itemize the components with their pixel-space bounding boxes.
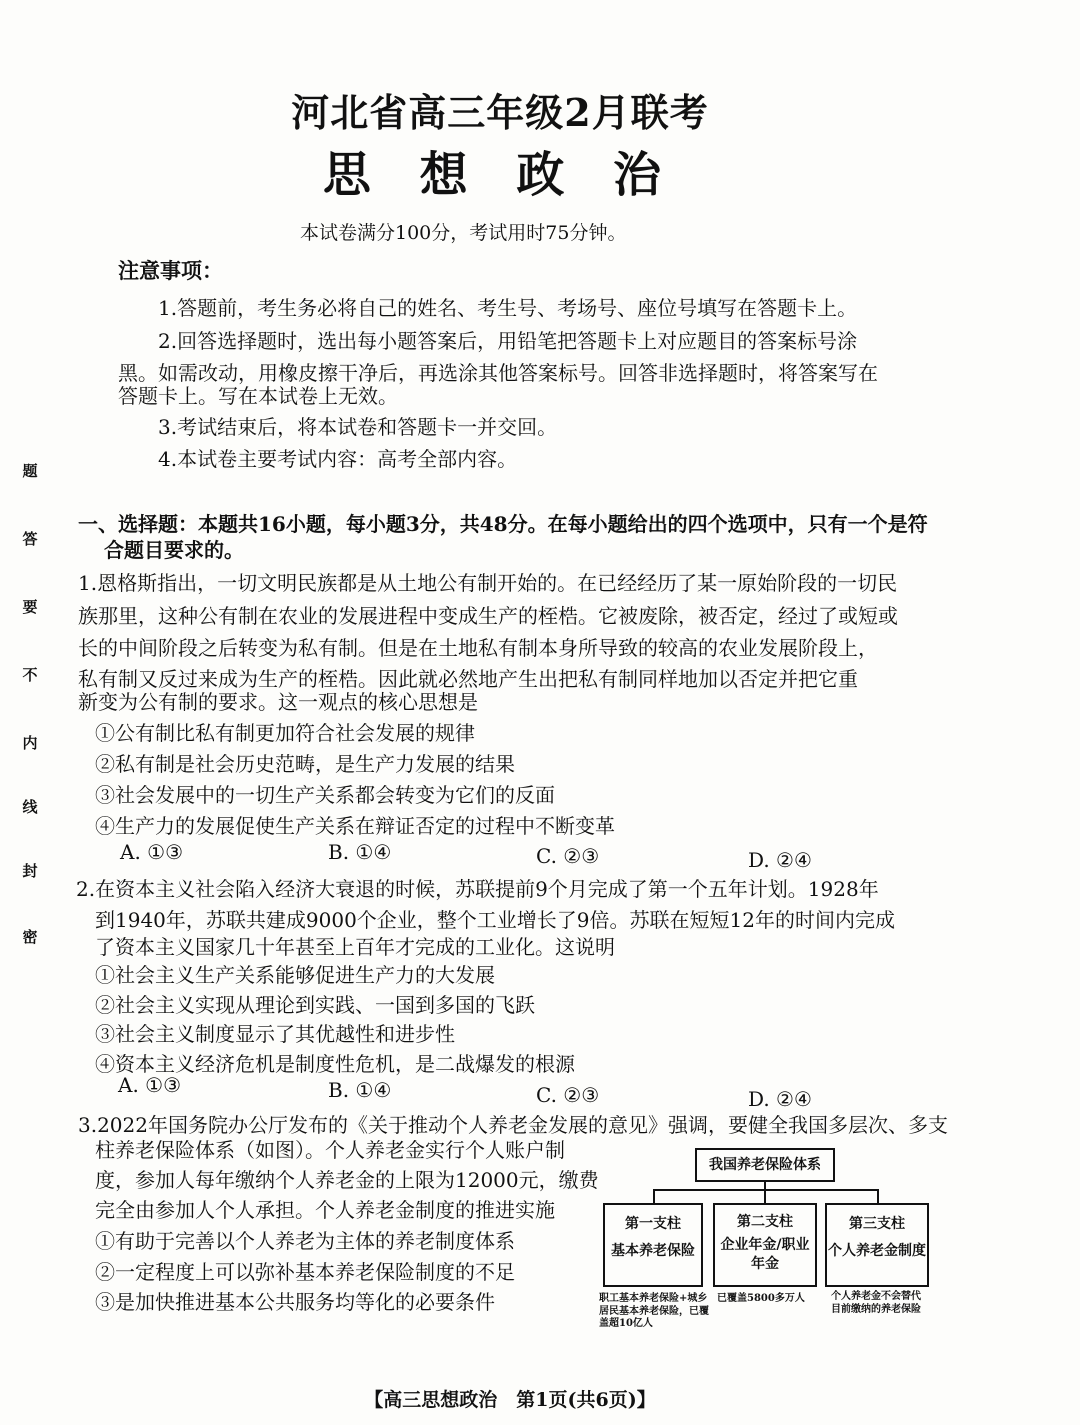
q1-stem: 1.恩格斯指出，一切文明民族都是从土地公有制开始的。在已经经历了某一原始阶段的一切民	[78, 571, 898, 595]
pillar-note: 职工基本养老保险+城乡居民基本养老保险，已覆盖超10亿人	[599, 1293, 709, 1329]
q3-stem: 3.2022年国务院办公厅发布的《关于推动个人养老金发展的意见》强调，要健全我国多层次、多支	[78, 1113, 948, 1137]
q2-stem: 2.在资本主义社会陷入经济大衰退的时候，苏联提前9个月完成了第一个五年计划。1928年	[76, 877, 879, 901]
pillar-note: 个人养老金不会替代目前缴纳的养老保险	[831, 1291, 921, 1315]
seal-char: 密	[22, 928, 38, 946]
q3-stem: 完全由参加人个人承担。个人养老金制度的推进实施	[95, 1198, 555, 1222]
q2-item: ④资本主义经济危机是制度性危机，是二战爆发的根源	[95, 1052, 575, 1076]
diagram-connector	[877, 1189, 879, 1203]
q1-stem: 私有制又反过来成为生产的桎梏。因此就必然地产生出把私有制同样地加以否定并把它重	[78, 667, 858, 691]
q1-stem: 新变为公有制的要求。这一观点的核心思想是	[78, 690, 478, 714]
exam-info: 本试卷满分100分，考试用时75分钟。	[300, 222, 627, 244]
q1-option-c[interactable]: C. ②③	[536, 844, 600, 868]
pillar-title: 第三支柱	[849, 1216, 905, 1232]
q3-item: ①有助于完善以个人养老为主体的养老制度体系	[95, 1229, 515, 1253]
q2-option-d[interactable]: D. ②④	[748, 1087, 812, 1111]
notice-line: 4.本试卷主要考试内容：高考全部内容。	[158, 447, 518, 471]
pillar-subtitle: 基本养老保险	[611, 1242, 695, 1259]
q1-stem: 长的中间阶段之后转变为私有制。但是在土地私有制本身所导致的较高的农业发展阶段上，	[78, 636, 878, 660]
q3-item: ②一定程度上可以弥补基本养老保险制度的不足	[95, 1260, 515, 1284]
seal-char: 内	[22, 734, 38, 752]
exam-title: 河北省高三年级2月联考	[291, 90, 709, 135]
q2-option-a[interactable]: A. ①③	[118, 1073, 182, 1097]
pillar-subtitle: 个人养老金制度	[828, 1242, 926, 1259]
pillar-note: 已覆盖5800多万人	[717, 1293, 805, 1304]
q3-stem: 柱养老保险体系（如图）。个人养老金实行个人账户制	[95, 1138, 565, 1162]
seal-char: 题	[22, 462, 38, 480]
diagram-connector	[653, 1189, 655, 1203]
q2-item: ③社会主义制度显示了其优越性和进步性	[95, 1022, 455, 1046]
subject-title: 思 想 政 治	[322, 147, 678, 203]
q2-option-b[interactable]: B. ①④	[328, 1078, 392, 1102]
q1-stem: 族那里，这种公有制在农业的发展进程中变成生产的桎梏。它被废除，被否定，经过了或短或	[78, 604, 898, 628]
seal-char: 封	[22, 862, 38, 880]
pillar-box	[825, 1203, 929, 1287]
q2-stem: 到1940年，苏联共建成9000个企业，整个工业增长了9倍。苏联在短短12年的时间内完成	[95, 908, 895, 932]
q1-item: ①公有制比私有制更加符合社会发展的规律	[95, 721, 475, 745]
notice-line: 答题卡上。写在本试卷上无效。	[118, 384, 398, 408]
q2-option-c[interactable]: C. ②③	[536, 1083, 600, 1107]
pillar-box	[713, 1203, 817, 1287]
q2-item: ①社会主义生产关系能够促进生产力的大发展	[95, 963, 495, 987]
q1-item: ④生产力的发展促使生产关系在辩证否定的过程中不断变革	[95, 814, 615, 838]
notice-line: 黑。如需改动，用橡皮擦干净后，再选涂其他答案标号。回答非选择题时，将答案写在	[118, 361, 878, 385]
section-heading-cont: 合题目要求的。	[104, 538, 244, 562]
section-heading: 一、选择题：本题共16小题，每小题3分，共48分。在每小题给出的四个选项中，只有一个是符	[78, 512, 928, 536]
q3-item: ③是加快推进基本公共服务均等化的必要条件	[95, 1290, 495, 1314]
seal-char: 要	[22, 598, 38, 616]
q3-stem: 度，参加人每年缴纳个人养老金的上限为12000元，缴费	[95, 1168, 599, 1192]
pillar-title: 第二支柱	[737, 1214, 793, 1230]
q2-stem: 了资本主义国家几十年甚至上百年才完成的工业化。这说明	[95, 935, 615, 959]
pillar-box	[603, 1203, 703, 1287]
q1-option-a[interactable]: A. ①③	[120, 840, 184, 864]
q1-item: ③社会发展中的一切生产关系都会转变为它们的反面	[95, 783, 555, 807]
notice-line: 1.答题前，考生务必将自己的姓名、考生号、考场号、座位号填写在答题卡上。	[158, 296, 858, 320]
seal-char: 不	[22, 666, 38, 684]
notice-heading: 注意事项：	[118, 258, 223, 283]
diagram-connector	[764, 1189, 766, 1203]
q1-option-b[interactable]: B. ①④	[328, 840, 392, 864]
page-footer: 【高三思想政治 第1页(共6页)】	[364, 1389, 656, 1411]
notice-line: 3.考试结束后，将本试卷和答题卡一并交回。	[158, 415, 558, 439]
q2-item: ②社会主义实现从理论到实践、一国到多国的飞跃	[95, 993, 535, 1017]
diagram-root-box: 我国养老保险体系	[695, 1148, 835, 1182]
notice-line: 2.回答选择题时，选出每小题答案后，用铅笔把答题卡上对应题目的答案标号涂	[158, 329, 858, 353]
pension-system-diagram	[595, 1148, 935, 1348]
seal-char: 答	[22, 530, 38, 548]
pillar-title: 第一支柱	[625, 1216, 681, 1232]
q1-option-d[interactable]: D. ②④	[748, 848, 812, 872]
seal-strip	[18, 460, 42, 960]
seal-char: 线	[22, 798, 38, 816]
pillar-subtitle: 企业年金/职业年金	[720, 1236, 810, 1272]
q1-item: ②私有制是社会历史范畴，是生产力发展的结果	[95, 752, 515, 776]
